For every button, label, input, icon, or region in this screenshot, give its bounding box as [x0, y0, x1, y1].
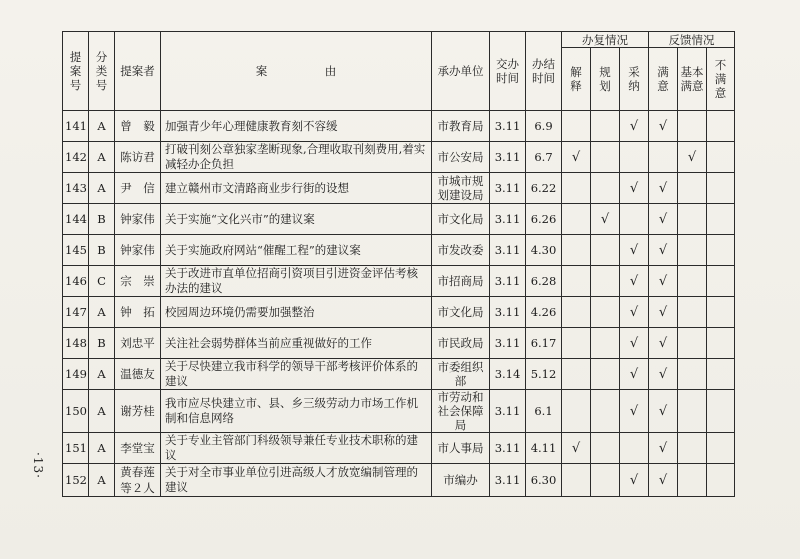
cell-feedback-unsatisfied — [707, 390, 735, 433]
cell-completed-date: 6.22 — [526, 173, 562, 204]
cell-assigned-date: 3.11 — [490, 173, 526, 204]
cell-handling-plan: √ — [591, 204, 620, 235]
cell-feedback-satisfied: √ — [649, 235, 678, 266]
cell-handling-adopt: √ — [620, 266, 649, 297]
cell-feedback-unsatisfied — [707, 142, 735, 173]
cell-feedback-unsatisfied — [707, 328, 735, 359]
cell-category: C — [89, 266, 115, 297]
cell-handling-plan — [591, 328, 620, 359]
cell-category: A — [89, 173, 115, 204]
cell-reason: 加强青少年心理健康教育刻不容缓 — [161, 111, 432, 142]
cell-reason: 关于专业主管部门科级领导兼任专业技术职称的建议 — [161, 433, 432, 464]
header-proposal-no: 提案号 — [63, 32, 89, 111]
header-completed-date: 办结时间 — [526, 32, 562, 111]
cell-handling-adopt — [620, 433, 649, 464]
cell-proposal-no: 146 — [63, 266, 89, 297]
cell-unit: 市发改委 — [432, 235, 490, 266]
cell-category: A — [89, 142, 115, 173]
cell-proposal-no: 147 — [63, 297, 89, 328]
cell-handling-plan — [591, 111, 620, 142]
cell-unit: 市城市规划建设局 — [432, 173, 490, 204]
cell-assigned-date: 3.11 — [490, 235, 526, 266]
cell-handling-explain — [562, 204, 591, 235]
cell-feedback-unsatisfied — [707, 173, 735, 204]
cell-unit: 市招商局 — [432, 266, 490, 297]
cell-reason: 校园周边环境仍需要加强整治 — [161, 297, 432, 328]
cell-assigned-date: 3.11 — [490, 111, 526, 142]
cell-feedback-basic — [678, 173, 707, 204]
cell-handling-explain — [562, 111, 591, 142]
cell-assigned-date: 3.11 — [490, 390, 526, 433]
cell-reason: 打破刊刻公章独家垄断现象,合理收取刊刻费用,着实减轻办企负担 — [161, 142, 432, 173]
cell-handling-plan — [591, 173, 620, 204]
cell-handling-plan — [591, 390, 620, 433]
cell-handling-explain: √ — [562, 433, 591, 464]
page-number: ·13· — [31, 452, 45, 479]
cell-completed-date: 6.30 — [526, 464, 562, 497]
cell-feedback-basic — [678, 111, 707, 142]
cell-feedback-unsatisfied — [707, 204, 735, 235]
cell-feedback-unsatisfied — [707, 235, 735, 266]
cell-handling-explain — [562, 464, 591, 497]
cell-category: B — [89, 235, 115, 266]
cell-handling-explain — [562, 173, 591, 204]
cell-unit: 市文化局 — [432, 297, 490, 328]
cell-proposer: 钟家伟 — [115, 235, 161, 266]
cell-completed-date: 6.28 — [526, 266, 562, 297]
header-adopt: 采纳 — [620, 48, 649, 111]
cell-feedback-satisfied: √ — [649, 266, 678, 297]
cell-assigned-date: 3.14 — [490, 359, 526, 390]
cell-proposer: 谢芳桂 — [115, 390, 161, 433]
cell-completed-date: 6.26 — [526, 204, 562, 235]
table-header — [63, 32, 735, 111]
cell-handling-plan — [591, 433, 620, 464]
cell-handling-explain — [562, 235, 591, 266]
cell-proposal-no: 149 — [63, 359, 89, 390]
cell-reason: 我市应尽快建立市、县、乡三级劳动力市场工作机制和信息网络 — [161, 390, 432, 433]
cell-proposal-no: 148 — [63, 328, 89, 359]
cell-reason: 关于对全市事业单位引进高级人才放宽编制管理的建议 — [161, 464, 432, 497]
header-handling-group: 办复情况 — [562, 32, 649, 48]
header-plan: 规划 — [591, 48, 620, 111]
cell-category: A — [89, 359, 115, 390]
cell-completed-date: 4.26 — [526, 297, 562, 328]
table-row — [63, 359, 735, 390]
header-basic-satisfied: 基本满意 — [678, 48, 707, 111]
table-row — [63, 173, 735, 204]
cell-proposer: 钟家伟 — [115, 204, 161, 235]
cell-assigned-date: 3.11 — [490, 464, 526, 497]
cell-handling-plan — [591, 142, 620, 173]
header-unit: 承办单位 — [432, 32, 490, 111]
cell-unit: 市文化局 — [432, 204, 490, 235]
header-reason: 案 由 — [161, 32, 432, 111]
cell-feedback-basic — [678, 433, 707, 464]
cell-proposer: 陈访君 — [115, 142, 161, 173]
cell-feedback-satisfied: √ — [649, 433, 678, 464]
table-row — [63, 297, 735, 328]
table-row — [63, 390, 735, 433]
cell-proposer: 尹 信 — [115, 173, 161, 204]
cell-handling-adopt: √ — [620, 464, 649, 497]
cell-handling-explain — [562, 297, 591, 328]
cell-feedback-basic — [678, 235, 707, 266]
cell-completed-date: 4.11 — [526, 433, 562, 464]
cell-completed-date: 6.1 — [526, 390, 562, 433]
cell-feedback-unsatisfied — [707, 266, 735, 297]
cell-assigned-date: 3.11 — [490, 204, 526, 235]
cell-unit: 市教育局 — [432, 111, 490, 142]
cell-unit: 市公安局 — [432, 142, 490, 173]
cell-feedback-satisfied: √ — [649, 390, 678, 433]
cell-category: A — [89, 111, 115, 142]
cell-proposer: 钟 拓 — [115, 297, 161, 328]
cell-feedback-satisfied: √ — [649, 204, 678, 235]
cell-completed-date: 6.9 — [526, 111, 562, 142]
cell-feedback-satisfied: √ — [649, 328, 678, 359]
cell-category: A — [89, 464, 115, 497]
cell-reason: 关于实施“文化兴市”的建议案 — [161, 204, 432, 235]
cell-handling-explain — [562, 266, 591, 297]
cell-handling-plan — [591, 359, 620, 390]
cell-unit: 市劳动和社会保障局 — [432, 390, 490, 433]
cell-proposal-no: 152 — [63, 464, 89, 497]
cell-completed-date: 6.17 — [526, 328, 562, 359]
cell-handling-explain — [562, 390, 591, 433]
header-unsatisfied: 不满意 — [707, 48, 735, 111]
cell-handling-explain: √ — [562, 142, 591, 173]
cell-unit: 市编办 — [432, 464, 490, 497]
cell-reason: 关于尽快建立我市科学的领导干部考核评价体系的建议 — [161, 359, 432, 390]
cell-feedback-satisfied — [649, 142, 678, 173]
cell-feedback-satisfied: √ — [649, 111, 678, 142]
cell-proposer: 刘忠平 — [115, 328, 161, 359]
cell-proposer: 黄春莲等２人 — [115, 464, 161, 497]
cell-handling-adopt: √ — [620, 328, 649, 359]
cell-handling-plan — [591, 297, 620, 328]
cell-handling-plan — [591, 464, 620, 497]
header-proposer: 提案者 — [115, 32, 161, 111]
cell-category: B — [89, 328, 115, 359]
table-row — [63, 235, 735, 266]
cell-handling-adopt: √ — [620, 390, 649, 433]
table-row — [63, 464, 735, 497]
cell-proposer: 李堂宝 — [115, 433, 161, 464]
cell-handling-adopt — [620, 142, 649, 173]
cell-category: A — [89, 433, 115, 464]
cell-reason: 关注社会弱势群体当前应重视做好的工作 — [161, 328, 432, 359]
table-row — [63, 111, 735, 142]
cell-unit: 市人事局 — [432, 433, 490, 464]
cell-feedback-unsatisfied — [707, 359, 735, 390]
cell-handling-adopt — [620, 204, 649, 235]
cell-proposer: 温德友 — [115, 359, 161, 390]
header-explain: 解释 — [562, 48, 591, 111]
cell-proposer: 宗 崇 — [115, 266, 161, 297]
cell-feedback-basic — [678, 297, 707, 328]
cell-feedback-unsatisfied — [707, 464, 735, 497]
cell-feedback-unsatisfied — [707, 111, 735, 142]
cell-feedback-basic — [678, 464, 707, 497]
cell-assigned-date: 3.11 — [490, 142, 526, 173]
cell-handling-explain — [562, 328, 591, 359]
cell-handling-adopt: √ — [620, 173, 649, 204]
cell-handling-adopt: √ — [620, 297, 649, 328]
cell-proposer: 曾 毅 — [115, 111, 161, 142]
cell-feedback-satisfied: √ — [649, 359, 678, 390]
table-row — [63, 328, 735, 359]
cell-proposal-no: 145 — [63, 235, 89, 266]
cell-handling-plan — [591, 266, 620, 297]
cell-handling-adopt: √ — [620, 111, 649, 142]
header-feedback-group: 反馈情况 — [649, 32, 735, 48]
cell-feedback-basic — [678, 328, 707, 359]
cell-feedback-basic — [678, 390, 707, 433]
cell-feedback-basic — [678, 266, 707, 297]
cell-reason: 关于改进市直单位招商引资项目引进资金评估考核办法的建议 — [161, 266, 432, 297]
cell-category: B — [89, 204, 115, 235]
cell-proposal-no: 150 — [63, 390, 89, 433]
table-body — [63, 111, 735, 497]
cell-unit: 市委组织部 — [432, 359, 490, 390]
cell-assigned-date: 3.11 — [490, 433, 526, 464]
cell-proposal-no: 142 — [63, 142, 89, 173]
cell-proposal-no: 141 — [63, 111, 89, 142]
cell-handling-adopt: √ — [620, 359, 649, 390]
cell-assigned-date: 3.11 — [490, 328, 526, 359]
cell-assigned-date: 3.11 — [490, 297, 526, 328]
cell-category: A — [89, 390, 115, 433]
cell-proposal-no: 144 — [63, 204, 89, 235]
cell-reason: 建立赣州市文清路商业步行街的设想 — [161, 173, 432, 204]
header-satisfied: 满意 — [649, 48, 678, 111]
cell-unit: 市民政局 — [432, 328, 490, 359]
cell-proposal-no: 143 — [63, 173, 89, 204]
table-row — [63, 266, 735, 297]
cell-handling-plan — [591, 235, 620, 266]
proposal-table — [62, 31, 735, 497]
cell-feedback-basic — [678, 359, 707, 390]
header-category: 分类号 — [89, 32, 115, 111]
cell-completed-date: 4.30 — [526, 235, 562, 266]
table-row — [63, 142, 735, 173]
cell-feedback-unsatisfied — [707, 433, 735, 464]
table-row — [63, 204, 735, 235]
cell-feedback-satisfied: √ — [649, 173, 678, 204]
cell-feedback-basic: √ — [678, 142, 707, 173]
header-assigned-date: 交办时间 — [490, 32, 526, 111]
cell-reason: 关于实施政府网站“催醒工程”的建议案 — [161, 235, 432, 266]
table-row — [63, 433, 735, 464]
cell-handling-adopt: √ — [620, 235, 649, 266]
cell-feedback-satisfied: √ — [649, 464, 678, 497]
cell-category: A — [89, 297, 115, 328]
cell-assigned-date: 3.11 — [490, 266, 526, 297]
cell-feedback-basic — [678, 204, 707, 235]
cell-feedback-unsatisfied — [707, 297, 735, 328]
cell-handling-explain — [562, 359, 591, 390]
cell-proposal-no: 151 — [63, 433, 89, 464]
cell-feedback-satisfied: √ — [649, 297, 678, 328]
cell-completed-date: 5.12 — [526, 359, 562, 390]
cell-completed-date: 6.7 — [526, 142, 562, 173]
